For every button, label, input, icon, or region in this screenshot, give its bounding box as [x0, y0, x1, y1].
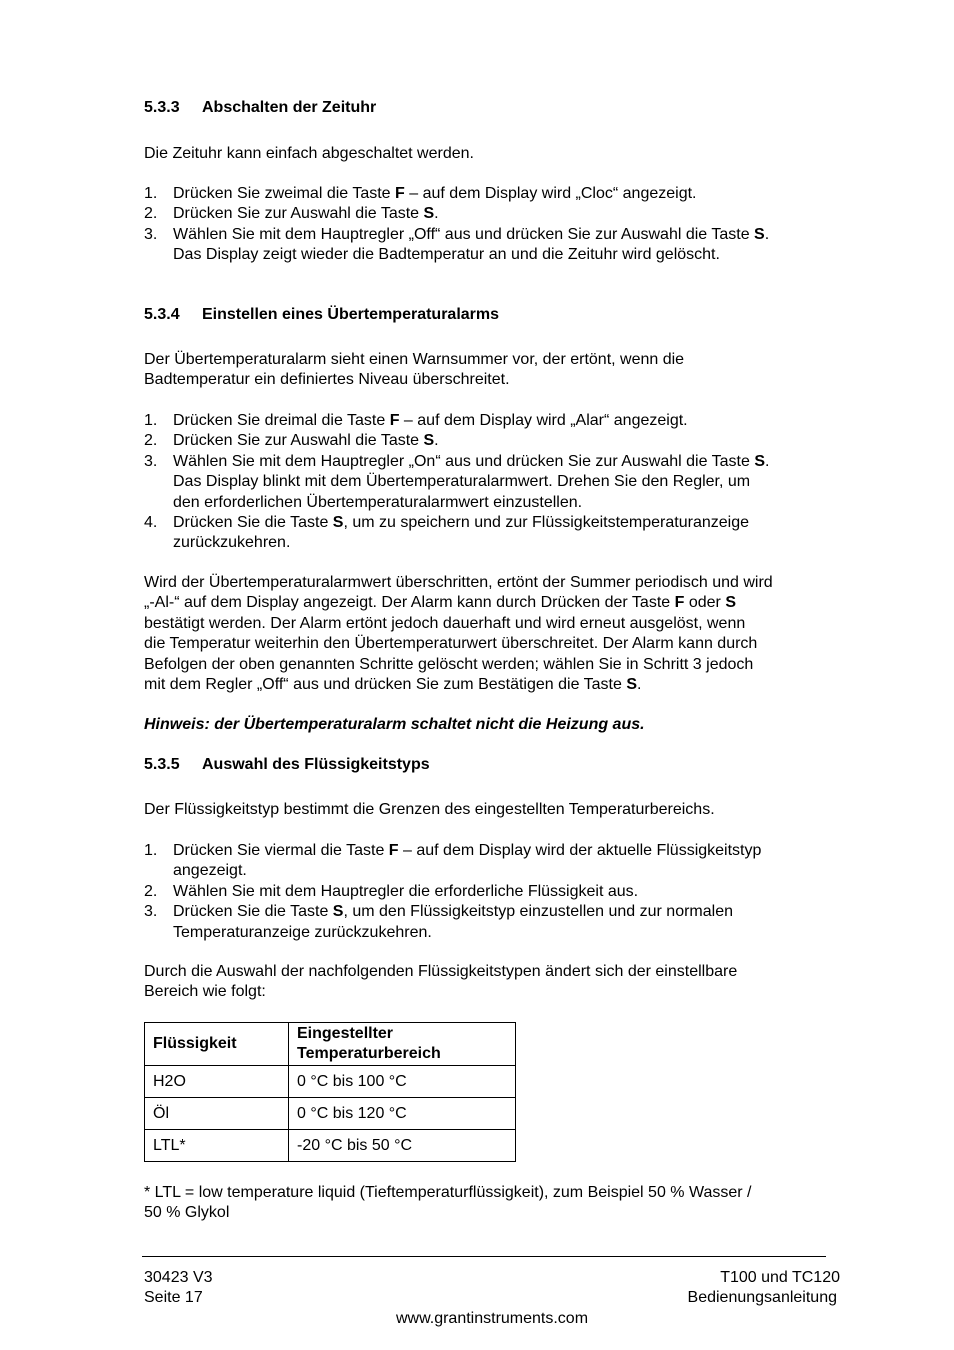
key-name: S [754, 452, 765, 470]
section-title: Einstellen eines Übertemperaturalarms [202, 306, 500, 323]
list-number: 3. [144, 903, 158, 921]
text-segment: „-Al-“ auf dem Display angezeigt. Der Alarm kann durch Drücken der Taste [144, 594, 675, 612]
text-segment: mit dem Regler „Off“ aus und drücken Sie zum Bestätigen die Taste [144, 676, 627, 694]
text-line [173, 245, 853, 265]
paragraph: Die Zeituhr kann einfach abgeschaltet werden. [144, 145, 474, 162]
list-text [173, 882, 853, 902]
footer-website: www.grantinstruments.com [395, 1310, 589, 1327]
table-cell: 0 °C bis 120 °C [289, 1098, 516, 1130]
section-title: Auswahl des Flüssigkeitstyps [202, 756, 430, 773]
text-segment: Drücken Sie zur Auswahl die Taste [173, 432, 424, 450]
text-segment: Das Display zeigt wieder die Badtemperatur an und die Zeituhr wird gelöscht. [173, 246, 720, 264]
footer-doc-number: 30423 V3 [144, 1269, 213, 1286]
key-name: S [423, 205, 435, 223]
text-segment: Temperaturanzeige zurückzukehren. [173, 923, 432, 941]
text-segment: . [434, 432, 439, 450]
text-line [173, 841, 853, 861]
key-name: S [754, 225, 765, 243]
key-name: F [389, 412, 400, 429]
list-number: 2. [144, 432, 158, 450]
text-line [173, 882, 853, 902]
key-name: S [725, 594, 736, 612]
text-line [144, 634, 844, 654]
text-segment: , um zu speichern und zur Flüssigkeitstemperaturanzeige [343, 514, 749, 531]
list-text [173, 225, 853, 266]
text-line [173, 513, 853, 533]
text-line [173, 861, 853, 881]
table-cell: H2O [145, 1066, 289, 1098]
list-number: 1. [144, 185, 158, 202]
text-segment: Drücken Sie dreimal die Taste [173, 412, 390, 429]
text-line [173, 204, 853, 224]
table-header-row [145, 1023, 516, 1066]
text-segment: den erforderlichen Übertemperaturalarmwert einzustellen. [173, 493, 583, 511]
key-name: S [423, 432, 435, 450]
section-number: 5.3.4 [144, 306, 180, 323]
text-segment: Wählen Sie mit dem Hauptregler „On“ aus und drücken Sie zur Auswahl die Taste [173, 452, 755, 470]
text-line [173, 431, 853, 451]
text-segment: . [636, 676, 642, 694]
list-number: 3. [144, 452, 158, 470]
fluid-range-table [144, 1022, 516, 1162]
key-name: F [388, 842, 399, 859]
text-segment: oder [684, 594, 726, 612]
text-line: Badtemperatur ein definiertes Niveau überschreitet. [144, 371, 510, 389]
table-cell: -20 °C bis 50 °C [289, 1130, 516, 1162]
list-number: 2. [144, 882, 158, 900]
list-text [173, 841, 853, 882]
text-segment: Drücken Sie zweimal die Taste [173, 185, 396, 202]
text-line [173, 472, 853, 492]
text-line [173, 902, 853, 922]
text-line: * LTL = low temperature liquid (Tieftemperaturflüssigkeit), zum Beispiel 50 % Wasser / [144, 1184, 752, 1201]
text-segment: Wird der Übertemperaturalarmwert überschritten, ertönt der Summer periodisch und wird [144, 574, 773, 591]
list-text [173, 411, 853, 431]
table-header-cell [289, 1023, 516, 1066]
key-name: S [332, 903, 344, 921]
paragraph: Der Flüssigkeitstyp bestimmt die Grenzen des eingestellten Temperaturbereichs. [144, 801, 715, 818]
text-segment: Befolgen der oben genannten Schritte gelöscht werden; wählen Sie in Schritt 3 jedoch [144, 655, 754, 673]
footnote [144, 1183, 844, 1224]
list-text [173, 452, 853, 513]
section-number: 5.3.3 [144, 99, 180, 116]
text-line [144, 614, 844, 634]
text-line: Bereich wie folgt: [144, 983, 266, 1001]
text-segment: die Temperatur weiterhin den Übertemperaturwert überschreitet. Der Alarm kann durch [144, 635, 758, 653]
footer-page-number: Seite 17 [144, 1289, 203, 1306]
header-line: Temperaturbereich [297, 1045, 441, 1062]
text-segment: – auf dem Display wird „Alar“ angezeigt. [399, 412, 688, 429]
text-segment: bestätigt werden. Der Alarm ertönt jedoch dauerhaft und wird erneut ausgelöst, wenn [144, 614, 746, 632]
text-line [173, 225, 853, 245]
text-line [144, 593, 844, 613]
list-number: 2. [144, 205, 158, 223]
text-segment: Das Display blinkt mit dem Übertemperaturalarmwert. Drehen Sie den Regler, um [173, 473, 751, 491]
footer-doc-type: Bedienungsanleitung [687, 1289, 837, 1306]
text-segment: . [434, 205, 439, 223]
text-line [173, 184, 853, 204]
list-text [173, 431, 853, 451]
text-line [173, 452, 853, 472]
table-row [145, 1066, 516, 1098]
text-segment: Wählen Sie mit dem Hauptregler die erforderliche Flüssigkeit aus. [173, 882, 639, 900]
key-name: S [332, 514, 344, 531]
table-cell: Öl [145, 1098, 289, 1130]
key-name: F [395, 185, 405, 202]
text-segment: Drücken Sie die Taste [173, 903, 333, 921]
key-name: F [674, 594, 685, 612]
text-line [144, 675, 844, 695]
alarm-paragraph [144, 573, 844, 695]
footer-divider [142, 1256, 826, 1257]
text-line [173, 411, 853, 431]
list-number: 1. [144, 842, 158, 859]
paragraph [144, 350, 844, 391]
section-number: 5.3.5 [144, 756, 180, 773]
text-line [173, 493, 853, 513]
text-segment: Wählen Sie mit dem Hauptregler „Off“ aus und drücken Sie zur Auswahl die Taste [173, 225, 755, 243]
text-line [144, 655, 844, 675]
footer-product: T100 und TC120 [720, 1269, 840, 1286]
list-number: 1. [144, 412, 158, 429]
list-number: 3. [144, 225, 158, 243]
text-line: 50 % Glykol [144, 1204, 230, 1222]
table-header-cell: Flüssigkeit [145, 1023, 289, 1066]
list-text [173, 902, 853, 943]
section-title: Abschalten der Zeituhr [202, 99, 377, 116]
table-cell: LTL* [145, 1130, 289, 1162]
paragraph [144, 962, 844, 1003]
table-cell: 0 °C bis 100 °C [289, 1066, 516, 1098]
text-segment: – auf dem Display wird der aktuelle Flüssigkeitstyp [398, 842, 762, 859]
text-line [173, 533, 853, 553]
text-segment: . [765, 452, 770, 470]
list-number: 4. [144, 514, 158, 531]
key-name: S [626, 676, 637, 694]
text-segment: , um den Flüssigkeitstyp einzustellen und zur normalen [343, 903, 733, 921]
text-segment: Drücken Sie viermal die Taste [173, 842, 389, 859]
text-segment: – auf dem Display wird „Cloc“ angezeigt. [404, 185, 697, 202]
list-text [173, 184, 853, 204]
text-segment: zurückzukehren. [173, 534, 291, 552]
text-segment: . [764, 225, 770, 243]
text-line [144, 573, 844, 593]
text-segment: angezeigt. [173, 862, 247, 880]
text-segment: Drücken Sie zur Auswahl die Taste [173, 205, 424, 223]
list-text [173, 513, 853, 554]
header-line: Eingestellter [297, 1025, 394, 1042]
text-line: Der Übertemperaturalarm sieht einen Warnsummer vor, der ertönt, wenn die [144, 351, 685, 368]
note: Hinweis: der Übertemperaturalarm schaltet nicht die Heizung aus. [144, 716, 645, 733]
table-row [145, 1130, 516, 1162]
text-line: Durch die Auswahl der nachfolgenden Flüssigkeitstypen ändert sich der einstellbare [144, 963, 738, 980]
text-line [173, 923, 853, 943]
list-text [173, 204, 853, 224]
text-segment: Drücken Sie die Taste [173, 514, 333, 531]
table-row [145, 1098, 516, 1130]
